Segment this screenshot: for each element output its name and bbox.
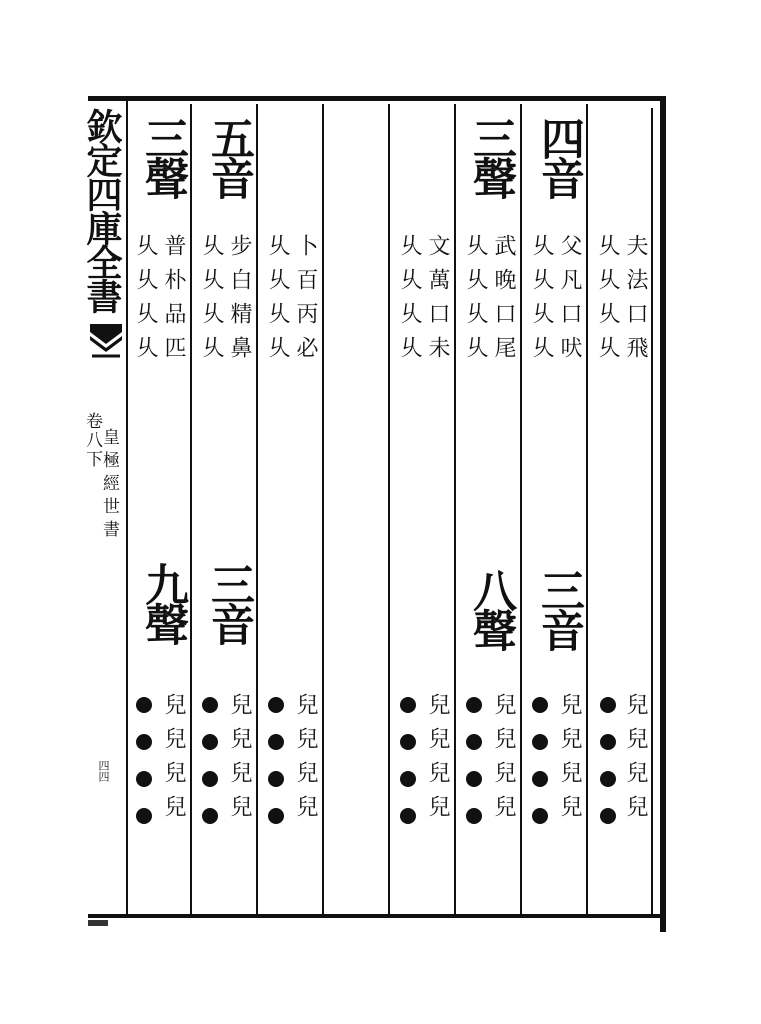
right-border [660, 96, 666, 932]
dot-column [532, 697, 552, 845]
filled-circle-icon [136, 734, 152, 750]
rhyme-entry-top: 夫法口飛 [623, 234, 648, 370]
page-number: 四四 [97, 760, 110, 782]
filled-circle-icon [600, 771, 616, 787]
heading-lower: 九聲 [137, 562, 188, 642]
column-divider [256, 104, 258, 916]
dot-column [202, 697, 222, 845]
collection-title: 欽定四庫全書 [81, 108, 123, 312]
right-inner-border [651, 108, 653, 918]
filled-circle-icon [202, 697, 218, 713]
rhyme-fill: 乆乆乆乆 [529, 234, 554, 370]
heading-upper: 三聲 [465, 116, 516, 196]
filled-circle-icon [268, 808, 284, 824]
rhyme-entry-top: 普朴品匹 [161, 234, 186, 370]
heading-upper: 四音 [533, 116, 584, 196]
rhyme-fill: 乆乆乆乆 [265, 234, 290, 370]
filled-circle-icon [268, 771, 284, 787]
filled-circle-icon [532, 697, 548, 713]
dot-column [600, 697, 620, 845]
filled-circle-icon [202, 771, 218, 787]
filled-circle-icon [600, 734, 616, 750]
filled-circle-icon [400, 734, 416, 750]
column-divider [190, 104, 192, 916]
heading-upper: 五音 [203, 116, 254, 196]
dot-column [136, 697, 156, 845]
column-divider [454, 104, 456, 916]
dot-column [268, 697, 288, 845]
filled-circle-icon [136, 808, 152, 824]
rhyme-fill: 乆乆乆乆 [595, 234, 620, 370]
filled-circle-icon [466, 808, 482, 824]
column-divider [322, 104, 324, 916]
rhyme-entry-bottom: 兒兒兒兒 [227, 693, 252, 829]
filled-circle-icon [202, 734, 218, 750]
filled-circle-icon [400, 771, 416, 787]
rhyme-entry-top: 文萬口未 [425, 234, 450, 370]
rhyme-entry-top: 武晚口尾 [491, 234, 516, 370]
filled-circle-icon [202, 808, 218, 824]
rhyme-fill: 乆乆乆乆 [133, 234, 158, 370]
filled-circle-icon [466, 697, 482, 713]
rhyme-entry-bottom: 兒兒兒兒 [557, 693, 582, 829]
rhyme-entry-top: 父凡口吠 [557, 234, 582, 370]
filled-circle-icon [400, 697, 416, 713]
heading-lower: 三音 [203, 562, 254, 642]
footer-mark [88, 920, 108, 926]
filled-circle-icon [466, 771, 482, 787]
bottom-border [88, 914, 666, 918]
rhyme-entry-top: 卜百丙必 [293, 234, 318, 370]
heading-upper: 三聲 [137, 116, 188, 196]
rhyme-fill: 乆乆乆乆 [397, 234, 422, 370]
column-divider [388, 104, 390, 916]
filled-circle-icon [136, 771, 152, 787]
volume-label: 卷八下 [82, 412, 102, 469]
filled-circle-icon [136, 697, 152, 713]
rhyme-fill: 乆乆乆乆 [199, 234, 224, 370]
heading-lower: 八聲 [465, 568, 516, 648]
rhyme-entry-bottom: 兒兒兒兒 [293, 693, 318, 829]
filled-circle-icon [600, 697, 616, 713]
column-divider [586, 104, 588, 916]
filled-circle-icon [532, 771, 548, 787]
filled-circle-icon [268, 697, 284, 713]
heading-lower: 三音 [533, 568, 584, 648]
filled-circle-icon [600, 808, 616, 824]
rhyme-entry-bottom: 兒兒兒兒 [425, 693, 450, 829]
rhyme-entry-bottom: 兒兒兒兒 [623, 693, 648, 829]
book-title: 皇極經世書 [99, 428, 119, 543]
filled-circle-icon [532, 808, 548, 824]
rhyme-entry-bottom: 兒兒兒兒 [161, 693, 186, 829]
rhyme-entry-top: 步白精鼻 [227, 234, 252, 370]
dot-column [466, 697, 486, 845]
filled-circle-icon [532, 734, 548, 750]
dot-column [400, 697, 420, 845]
column-divider [520, 104, 522, 916]
fishtail-ornament-icon [88, 322, 124, 362]
rhyme-entry-bottom: 兒兒兒兒 [491, 693, 516, 829]
filled-circle-icon [268, 734, 284, 750]
rhyme-fill: 乆乆乆乆 [463, 234, 488, 370]
top-border [88, 96, 660, 101]
margin-border [126, 100, 128, 916]
filled-circle-icon [400, 808, 416, 824]
filled-circle-icon [466, 734, 482, 750]
